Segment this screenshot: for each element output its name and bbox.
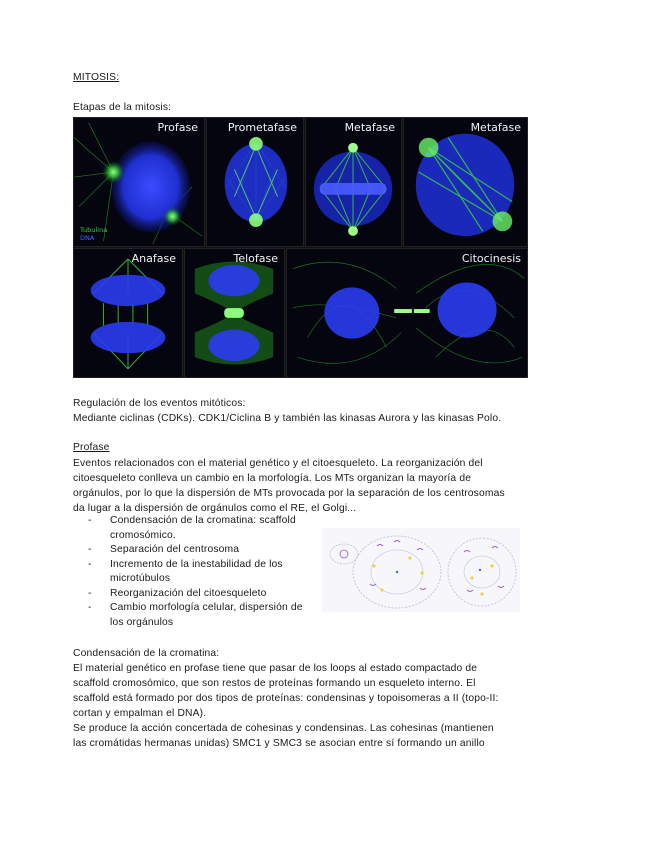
cell-diagram-image bbox=[322, 528, 520, 612]
list-item bbox=[88, 514, 313, 543]
legend-tubulin: Tubulina bbox=[80, 226, 108, 234]
stages-title: Etapas de la mitosis: bbox=[73, 102, 172, 113]
panel-label: Metafase bbox=[344, 121, 395, 134]
bullet-text: Reorganización del citoesqueleto bbox=[110, 587, 267, 599]
condensacion-line: las cromátidas hermanas unidas) SMC1 y SMC3 se asocian entre sí formando un anillo bbox=[73, 738, 485, 749]
profase-bullet-list bbox=[88, 514, 313, 630]
metafase-2-image bbox=[404, 118, 527, 246]
bullet-marker: - bbox=[88, 602, 92, 613]
bullet-text: Cambio morfología celular, dispersión de bbox=[110, 602, 303, 613]
micrograph-telofase bbox=[184, 248, 285, 378]
micrograph-metafase-1 bbox=[305, 117, 402, 247]
panel-label: Telofase bbox=[233, 252, 278, 265]
panel-label: Metafase bbox=[470, 121, 521, 134]
micrograph-legend bbox=[80, 226, 107, 242]
bullet-text: Condensación de la cromatina: scaffold bbox=[110, 515, 296, 526]
bullet-text: Incremento de la inestabilidad de los bbox=[110, 558, 283, 570]
bullet-marker: - bbox=[88, 558, 92, 570]
legend-dna: DNA bbox=[80, 234, 95, 242]
page-heading: MITOSIS: bbox=[73, 72, 120, 83]
list-item bbox=[88, 543, 313, 558]
micrograph-profase bbox=[73, 117, 205, 247]
bullet-text: microtúbulos bbox=[110, 573, 171, 584]
cell-profase-diagram bbox=[322, 528, 520, 612]
citocinesis-image bbox=[287, 249, 527, 377]
condensacion-title: Condensación de la cromatina: bbox=[73, 648, 220, 659]
micrograph-citocinesis bbox=[286, 248, 528, 378]
condensacion-line: cortan y empalman el DNA). bbox=[73, 708, 207, 719]
prometafase-image bbox=[207, 118, 303, 246]
bullet-marker: - bbox=[88, 515, 92, 526]
profase-line: Eventos relacionados con el material genético y el citoesqueleto. La reorganización del bbox=[73, 458, 483, 469]
regulation-title: Regulación de los eventos mitóticos: bbox=[73, 398, 246, 409]
panel-label: Profase bbox=[157, 121, 198, 134]
metafase-1-image bbox=[306, 118, 401, 246]
bullet-text: los orgánulos bbox=[110, 616, 174, 628]
panel-label: Citocinesis bbox=[461, 252, 521, 265]
bullet-marker: - bbox=[88, 587, 92, 599]
anafase-image bbox=[74, 249, 182, 377]
panel-label: Anafase bbox=[131, 252, 176, 265]
profase-line: da lugar a la dispersión de orgánulos como el RE, el Golgi... bbox=[73, 503, 357, 514]
list-item bbox=[88, 601, 313, 630]
micrograph-metafase-2 bbox=[403, 117, 528, 247]
profase-title: Profase bbox=[73, 442, 110, 453]
condensacion-line: scaffold está formado por dos tipos de proteínas: condensinas y topoisomeras a II (topo-II: bbox=[73, 693, 499, 704]
list-item bbox=[88, 587, 313, 602]
profase-line: orgánulos, por lo que la dispersión de MTs provocada por la separación de los centrosomas bbox=[73, 488, 505, 499]
telofase-image bbox=[185, 249, 284, 377]
condensacion-line: El material genético en profase tiene que pasar de los loops al estado compactado de bbox=[73, 663, 478, 674]
bullet-text: Separación del centrosoma bbox=[110, 544, 240, 555]
condensacion-line: Se produce la acción concertada de cohesinas y condensinas. Las cohesinas (mantienen bbox=[73, 723, 494, 734]
regulation-text: Mediante ciclinas (CDKs). CDK1/Ciclina B y también las kinasas Aurora y las kinasas Polo. bbox=[73, 413, 502, 424]
micrograph-anafase bbox=[73, 248, 183, 378]
mitosis-micrograph-figure bbox=[73, 117, 528, 378]
bullet-marker: - bbox=[88, 544, 92, 555]
condensacion-line: scaffold cromosómico, que son restos de proteínas formando un esqueleto interno. El bbox=[73, 678, 476, 689]
panel-label: Prometafase bbox=[227, 121, 297, 134]
bullet-text: cromosómico. bbox=[110, 529, 176, 541]
micrograph-prometafase bbox=[206, 117, 304, 247]
profase-line: citoesqueleto conlleva un cambio en la morfología. Los MTs organizan la mayoría de bbox=[73, 473, 472, 484]
list-item bbox=[88, 558, 313, 587]
